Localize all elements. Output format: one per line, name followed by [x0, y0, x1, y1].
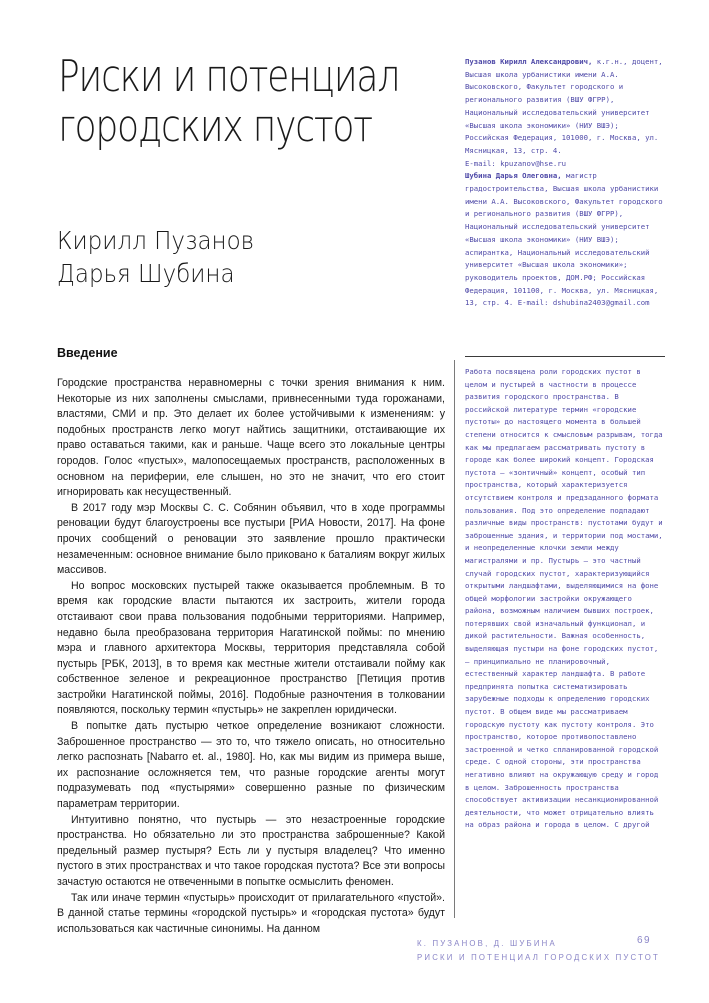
author-info-name: Пузанов Кирилл Александрович,	[465, 57, 593, 66]
article-title	[58, 51, 400, 152]
article-title-line: Риски и потенциал	[58, 51, 400, 102]
author-name: Кирилл Пузанов	[57, 226, 255, 255]
divider	[465, 356, 665, 357]
article-authors	[57, 224, 333, 290]
paragraph: В 2017 году мэр Москвы С. С. Собянин объявил, что в ходе программы реновации будут благоустроены все пустыри [РИА Новости, 2017]. На фоне прочих сообщений о реновации это заявление прошло практически незамеченным: основное внимание было приковано к баталиям вокруг жилых массивов.	[57, 501, 445, 577]
section-heading: Введение	[57, 346, 118, 360]
footer-authors: К. ПУЗАНОВ, Д. ШУБИНА	[417, 939, 557, 948]
author-info-details: к.г.н., доцент, Высшая школа урбанистики имени А.А. Высоковского, Факультет городского и регионального развития (ВШУ ФГРР), Национальный исследовательский университет «Высшая школа экономики» (НИУ ВШЭ); Российская Федерация, 101000, г. Москва, ул. Мясницкая, 13, стр. 4.	[465, 57, 663, 155]
column-divider	[454, 360, 455, 918]
author-info-name: Шубина Дарья Олеговна,	[465, 171, 562, 181]
paragraph: Но вопрос московских пустырей также оказывается проблемным. В то время как городские власти пытаются их застроить, жители города отстаивают свои права пользования подобными территориями. Например, недавно была преобразована территория Нагатинской поймы: по мнению мэра и главного архитектора Москвы, территория представляла собой пустырь [РБК, 2013], в то время как местные жители отстаивали пойму как собственное зеленое и рекреационное пространство [Петиция против застройки Нагатинской поймы, 2016]. Подобные разночтения в толковании появляются, поскольку термин «пустырь» не закреплен юридически.	[57, 579, 445, 717]
abstract: Работа посвящена роли городских пустот в целом и пустырей в частности в процессе развития городского пространства. В российской литературе термин «городские пустоты» до настоящего момента в большей степени относится к смысловым разрывам, тогда как мы предлагаем рассматривать пустоту в городе как более широкий концепт. Городская пустота — «зонтичный» концепт, особый тип пространства, который характеризуется отсутствием контроля и предзаданного формата пользования. Под это определение подпадают различные виды пространств: пустотами будут и заброшенные здания, и территории под мостами, и неопределенные клочки земли между магистралями и пр. Пустырь — это частный случай городских пустот, характеризующийся открытыми ландшафтами, выделяющимися на фоне общей морфологии застройки окружающего района, возможным наличием бывших построек, потерявших свой изначальный функционал, и дикой растительности. Важная особенность, выделяющая пустыри на фоне городских пустот, — принципиально не планировочный, естественный характер ландшафта. В работе предпринята попытка систематизировать зарубежные подходы к определению городских пустот. В общем виде мы рассматриваем городскую пустоту как пустоту контроля. Это пространство, которое противопоставлено застроенной и четко спланированной городской среде. С одной стороны, эти пространства негативно влияют на окружающую среду и город в целом. Заброшенность пространства способствует активизации несанкционированной деятельности, что может отрицательно влиять на образ района и города в целом. С другой	[465, 367, 663, 830]
author-info-1	[465, 56, 665, 158]
author-info-2	[465, 170, 665, 310]
author-email: E-mail: kpuzanov@hse.ru	[465, 158, 567, 168]
running-footer	[417, 937, 660, 965]
author-info-details: магистр градостроительства, Высшая школа урбанистики имени А.А. Высоковского, Факультет городского и регионального развития (ВШУ ФГРР), Национальный исследовательский университет «Высшая школа экономики» (НИУ ВШЭ); аспирантка, Национальный исследовательский университет «Высшая школа экономики»; руководитель проектов, ДОМ.РФ; Российская Федерация, 101100, г. Москва, ул. Мясницкая, 13, стр. 4. E-mail: dshubina2403@gmail.com	[465, 171, 663, 308]
body-text	[57, 376, 445, 937]
footer-title: РИСКИ И ПОТЕНЦИАЛ ГОРОДСКИХ ПУСТОТ	[417, 953, 660, 962]
page-number: 69	[637, 935, 652, 946]
paragraph: Городские пространства неравномерны с точки зрения внимания к ним. Некоторые из них заполнены смыслами, привнесенными туда горожанами, властями, СМИ и пр. Это делает их более устойчивыми к изменениям: у подобных пространств легко могут найтись защитники, отстаивающие их право оставаться такими, как и раньше. Чаще всего это локальные центры городов. Голос «пустых», малопосещаемых пространств, расположенных в основном на периферии, еле слышен, но это не значит, что его стоит игнорировать как несущественный.	[57, 377, 445, 499]
paragraph: Интуитивно понятно, что пустырь — это незастроенные городские пространства. Но обязательно ли это пространства заброшенные? Какой предельный размер пустыря? Есть ли у пустыря владелец? Что именно пустого в этих пространствах и что такое городская пустота? Все эти вопросы зачастую остаются не отвеченными в попытке осмыслить феномен.	[57, 813, 445, 888]
paragraph: Так или иначе термин «пустырь» происходит от прилагательного «пустой». В данной статье термины «городской пустырь» и «городская пустота» будут использоваться как частичные синонимы. На данном	[57, 891, 445, 935]
author-info	[465, 56, 665, 310]
paragraph: В попытке дать пустырю четкое определение возникают сложности. Заброшенное пространство — это то, что тяжело описать, но относительно легко распознать [Nabarro et. al., 1980]. Но, как мы видим из примера выше, их распознание осложняется тем, что разные городские агенты могут подразумевать под «пустырями» совершенно разные по физическим параметрам территории.	[57, 720, 445, 811]
article-title-line: городских пустот	[58, 101, 372, 152]
author-name: Дарья Шубина	[57, 259, 235, 288]
